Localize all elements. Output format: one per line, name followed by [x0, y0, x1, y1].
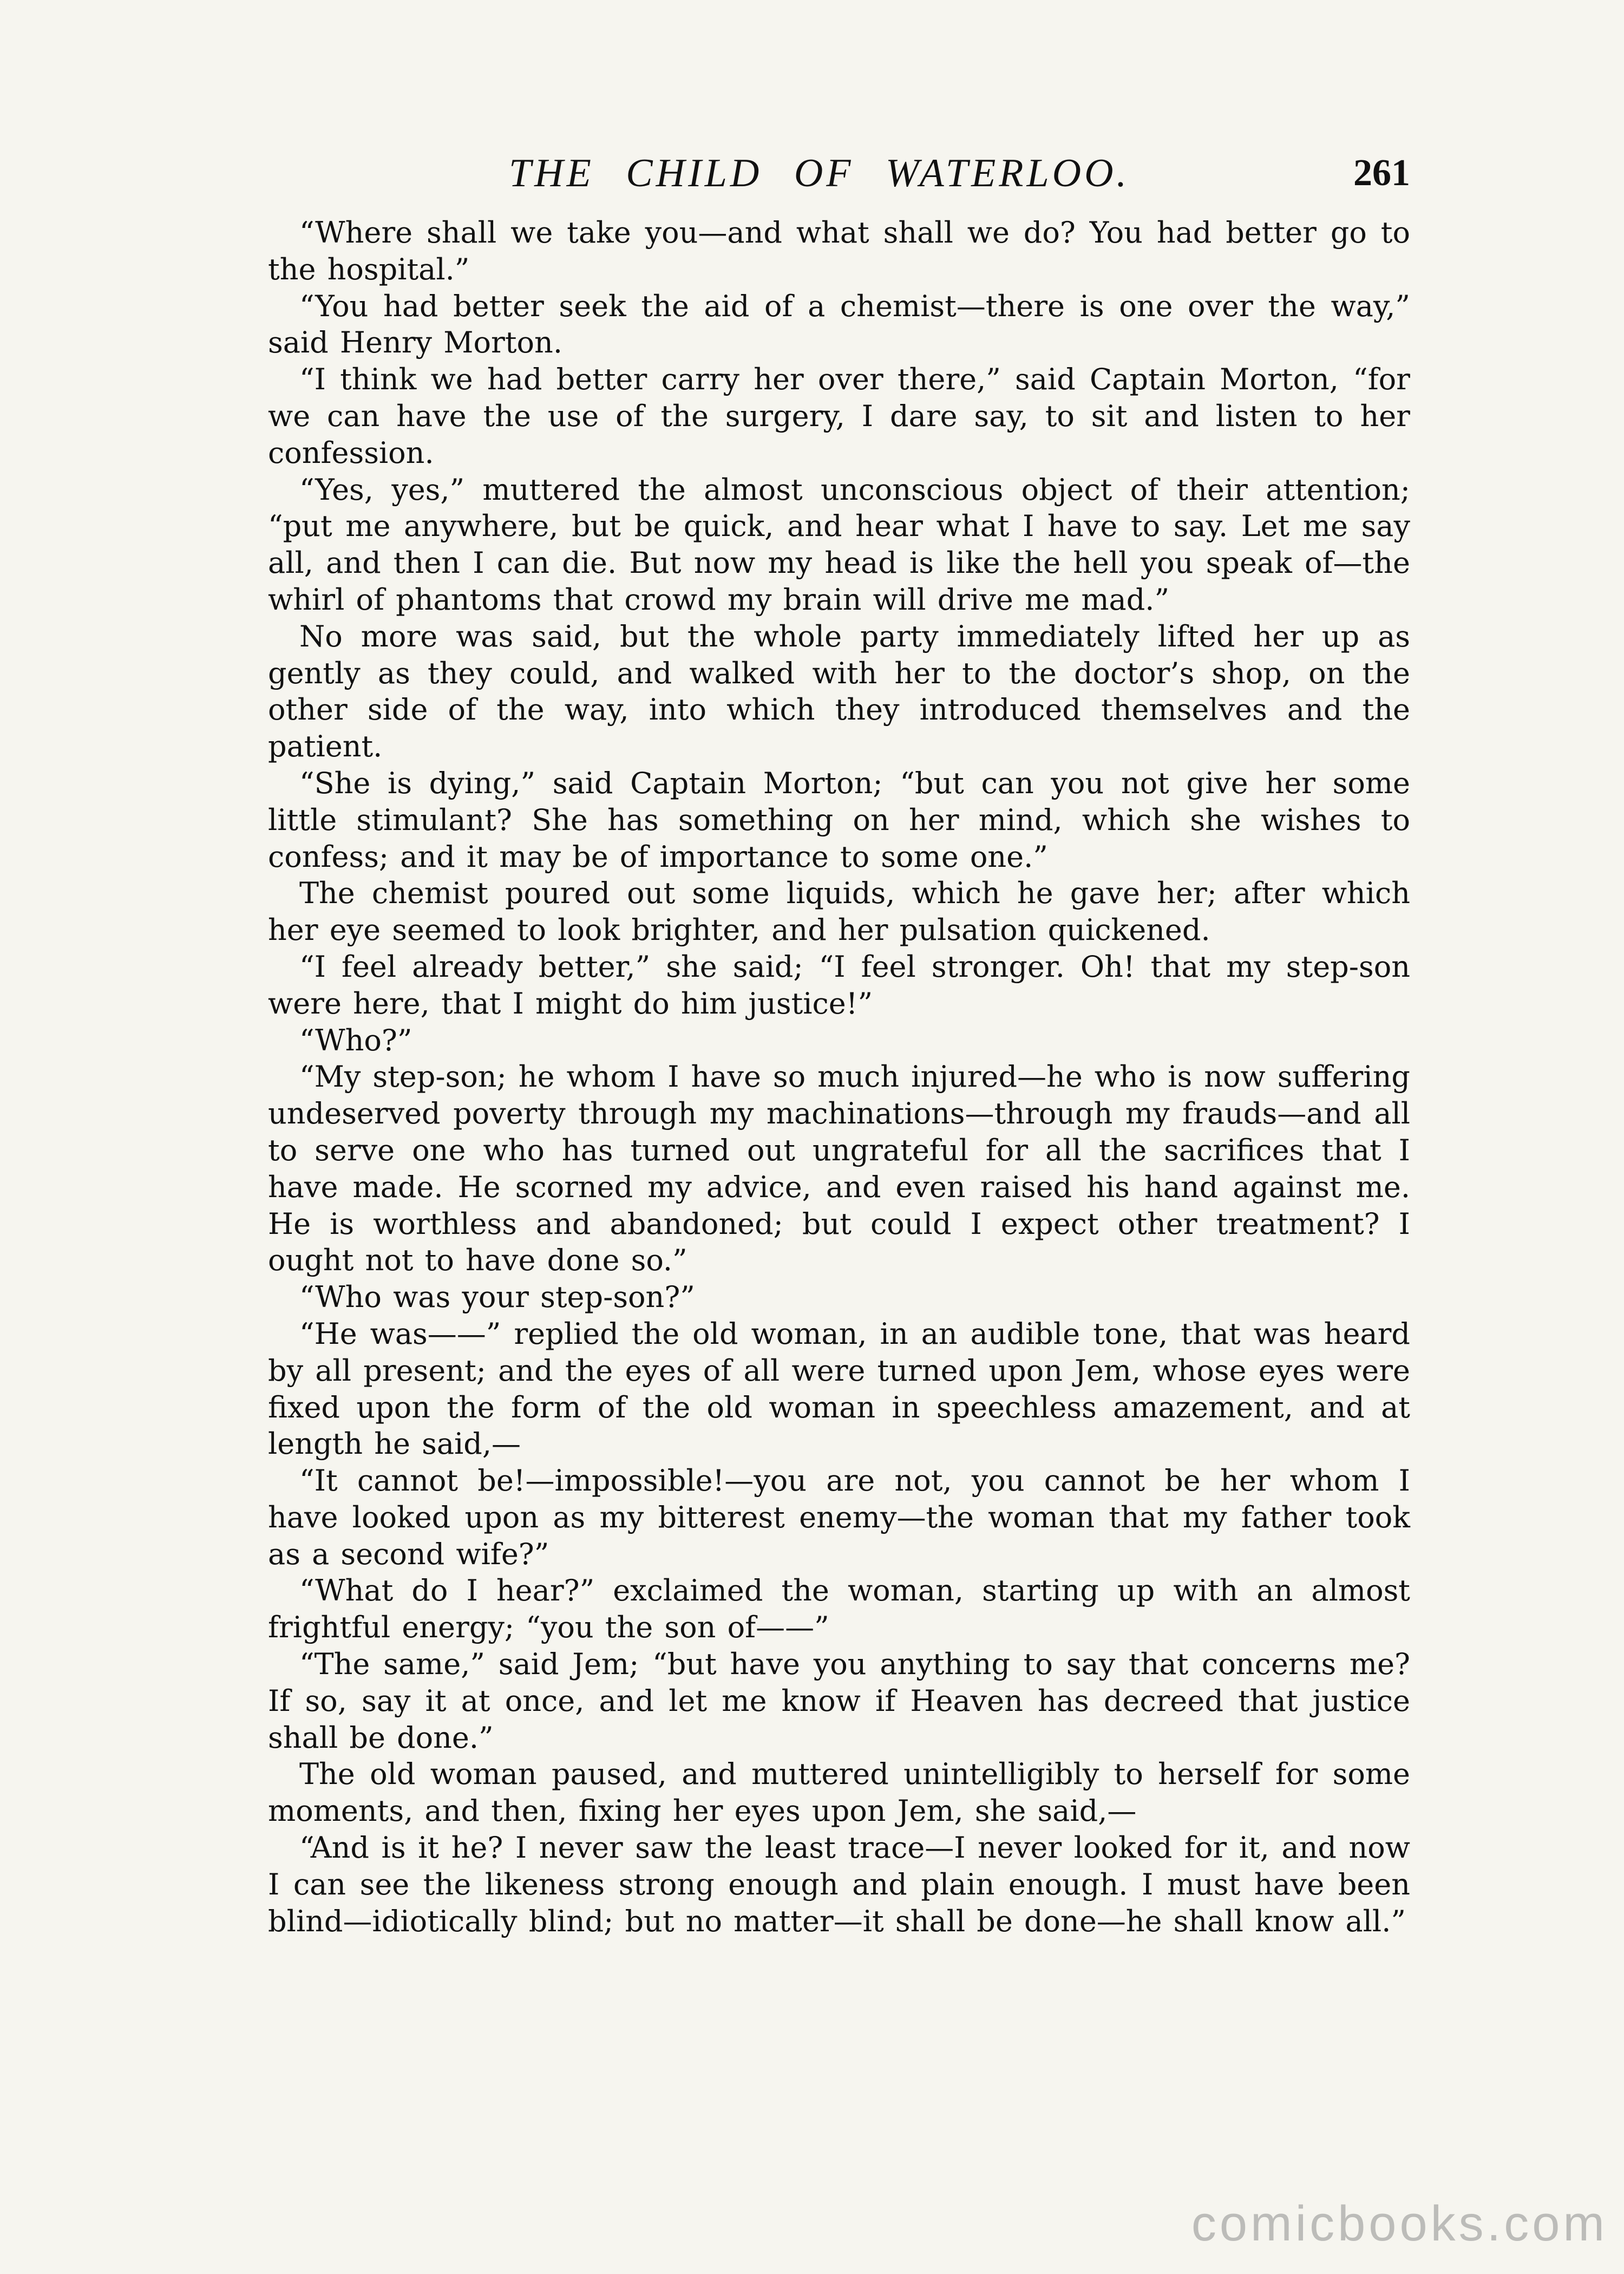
paragraph-4: “Yes, yes,” muttered the almost unconscious object of their attention; “put me anywhere, but be quick, and hear what I have to say. Let me say all, and then I can die. But now my head is like the hell you speak of—the whirl of phantoms that crowd my brain will drive me mad.” [268, 472, 1410, 617]
paragraph-10: “My step-son; he whom I have so much injured—he who is now suffering undeserved poverty through my machinations—through my frauds—and all to serve one who has turned out ungrateful for all the sacrifices that I have made. He scorned my advice, and even raised his hand against me. He is worthless and abandoned; but could I expect other treatment? I ought not to have done so.” [268, 1060, 1410, 1278]
paragraph-6: “She is dying,” said Captain Morton; “but can you not give her some little stimulant? She has something on her mind, which she wishes to confess; and it may be of importance to some one.” [268, 766, 1410, 874]
running-head [268, 146, 1410, 200]
paragraph-14: “What do I hear?” exclaimed the woman, starting up with an almost frightful energy; “you the son of——” [268, 1573, 1410, 1645]
book-page [268, 146, 1410, 1939]
page-number: 261 [1353, 152, 1410, 194]
paragraph-1: “Where shall we take you—and what shall we do? You had better go to the hospital.” [268, 215, 1410, 286]
paragraph-2: “You had better seek the aid of a chemist—there is one over the way,” said Henry Morton. [268, 289, 1410, 360]
watermark-text: comicbooks.com [1191, 2196, 1608, 2251]
paragraph-9: “Who?” [299, 1023, 412, 1057]
paragraph-11: “Who was your step-son?” [299, 1280, 695, 1315]
paragraph-5: No more was said, but the whole party immediately lifted her up as gently as they could, and walked with her to the doctor’s shop, on the other side of the way, into which they introduced themselves and the patient. [268, 619, 1410, 764]
paragraph-3: “I think we had better carry her over there,” said Captain Morton, “for we can have the use of the surgery, I dare say, to sit and listen to her confession. [268, 362, 1410, 470]
paragraph-15: “The same,” said Jem; “but have you anything to say that concerns me? If so, say it at once, and let me know if Heaven has decreed that justice shall be done.” [268, 1647, 1410, 1755]
running-title: THE CHILD OF WATERLOO. [509, 151, 1130, 195]
body-text [268, 214, 1410, 1939]
paragraph-17: “And is it he? I never saw the least trace—I never looked for it, and now I can see the likeness strong enough and plain enough. I must have been blind—idiotically blind; but no matter—it shall be done—he shall know all.” [268, 1831, 1410, 1938]
paragraph-13: “It cannot be!—impossible!—you are not, you cannot be her whom I have looked upon as my bitterest enemy—the woman that my father took as a second wife?” [268, 1463, 1410, 1571]
paragraph-7: The chemist poured out some liquids, which he gave her; after which her eye seemed to look brighter, and her pulsation quickened. [268, 876, 1410, 948]
paragraph-16: The old woman paused, and muttered unintelligibly to herself for some moments, and then, fixing her eyes upon Jem, she said,— [268, 1757, 1410, 1828]
paragraph-12: “He was——” replied the old woman, in an audible tone, that was heard by all present; and the eyes of all were turned upon Jem, whose eyes were fixed upon the form of the old woman in speechless amazement, and at length he said,— [268, 1316, 1410, 1461]
paragraph-8: “I feel already better,” she said; “I feel stronger. Oh! that my step-son were here, that I might do him justice!” [268, 949, 1410, 1021]
